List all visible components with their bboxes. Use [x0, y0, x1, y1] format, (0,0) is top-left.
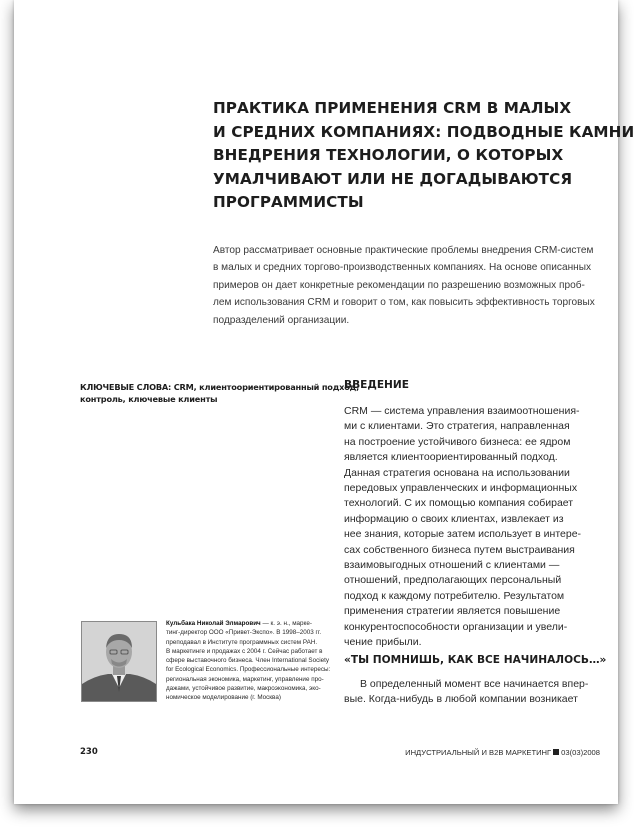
- title-line: УМАЛЧИВАЮТ ИЛИ НЕ ДОГАДЫВАЮТСЯ: [213, 169, 573, 188]
- bio-line: дажами, устойчивое развитие, макроэкономика, эко-: [166, 685, 321, 693]
- bio-line: сфере выставочного бизнеса. Член International Society: [166, 657, 330, 665]
- body-line: сах собственного бизнеса путем выстраивания: [344, 543, 575, 556]
- body-line: ми с клиентами. Это стратегия, направленная: [344, 420, 570, 433]
- journal-issue: 03(03)2008: [561, 748, 600, 757]
- body-line: отношений, предполагающих персональный: [344, 574, 562, 587]
- bio-line: [166, 619, 331, 628]
- bio-line: В маркетинге и продажах с 2004 г. Сейчас работает в: [166, 647, 323, 655]
- body-line: применения стратегии является повышение: [344, 605, 561, 618]
- section-heading-intro: ВВЕДЕНИЕ: [344, 379, 410, 391]
- article-title: [213, 97, 634, 215]
- section-beginning-text: [344, 677, 604, 708]
- body-line: конкурентоспособности организации и увели-: [344, 620, 568, 633]
- body-line: является клиентоориентированный подход.: [344, 451, 558, 464]
- body-line: CRM — система управления взаимоотношения-: [344, 405, 580, 417]
- journal-name: ИНДУСТРИАЛЬНЫЙ И B2B МАРКЕТИНГ: [405, 748, 552, 757]
- title-line: И СРЕДНИХ КОМПАНИЯХ: ПОДВОДНЫЕ КАМНИ: [213, 122, 634, 141]
- abstract-line: лем использования CRM и говорит о том, как повысить эффективность торговых: [213, 297, 595, 309]
- body-line: технологий. С их помощью компания собирает: [344, 497, 574, 510]
- abstract-line: в малых и средних торгово-производственных компаниях. На основе описанных: [213, 262, 592, 274]
- author-photo: [81, 621, 157, 702]
- body-line: вые. Когда-нибудь в любой компании возникает: [344, 693, 578, 706]
- keywords-line: контроль, ключевые клиенты: [80, 394, 218, 405]
- author-bio: [166, 619, 331, 703]
- body-line: на построение устойчивого бизнеса: ее ядром: [344, 435, 571, 448]
- section-heading-beginning: «ТЫ ПОМНИШЬ, КАК ВСЕ НАЧИНАЛОСЬ…»: [344, 654, 607, 666]
- body-line: передовых управленческих и информационных: [344, 482, 578, 495]
- bio-line: тинг-директор ООО «Привет-Экспо». В 1998–2003 гг.: [166, 629, 322, 637]
- bio-text: — к. э. н., марке-: [260, 620, 312, 627]
- square-bullet-icon: [553, 749, 559, 755]
- author-portrait-illustration: [82, 622, 156, 701]
- title-line: ПРОГРАММИСТЫ: [213, 193, 364, 211]
- title-line: ВНЕДРЕНИЯ ТЕХНОЛОГИИ, О КОТОРЫХ: [213, 146, 564, 164]
- body-line: подход к каждому потребителю. Результатом: [344, 589, 565, 602]
- article-abstract: [213, 242, 593, 329]
- section-intro-text: [344, 404, 604, 651]
- keywords: [80, 381, 359, 406]
- body-line: взаимовыгодных отношений с клиентами —: [344, 559, 560, 572]
- body-line: нее знания, которые затем использует в интере-: [344, 528, 582, 541]
- bio-line: преподавал в Институте программных систем РАН.: [166, 638, 318, 646]
- keywords-line: КЛЮЧЕВЫЕ СЛОВА: CRM, клиентоориентированный подход,: [80, 382, 359, 392]
- body-line: чение прибыли.: [344, 636, 422, 649]
- abstract-line: примеров он дает конкретные рекомендации по разрешению возможных проб-: [213, 279, 585, 291]
- body-line: В определенный момент все начинается впер-: [360, 678, 589, 690]
- abstract-line: Автор рассматривает основные практические проблемы внедрения CRM-систем: [213, 245, 594, 256]
- abstract-line: подразделений организации.: [213, 314, 350, 326]
- journal-footer: [405, 748, 600, 757]
- title-line: ПРАКТИКА ПРИМЕНЕНИЯ CRM В МАЛЫХ: [213, 99, 572, 117]
- page-number: 230: [80, 747, 98, 757]
- body-line: информацию о своих клиентах, извлекает из: [344, 512, 564, 525]
- bio-line: региональная экономика, маркетинг, управление про-: [166, 675, 324, 683]
- author-name: Кульбака Николай Элмарович: [166, 620, 261, 627]
- bio-line: for Ecological Economics. Профессиональные интересы:: [166, 666, 331, 674]
- body-line: Данная стратегия основана на использовании: [344, 466, 570, 479]
- bio-line: номическое моделирование (г. Москва): [166, 694, 281, 702]
